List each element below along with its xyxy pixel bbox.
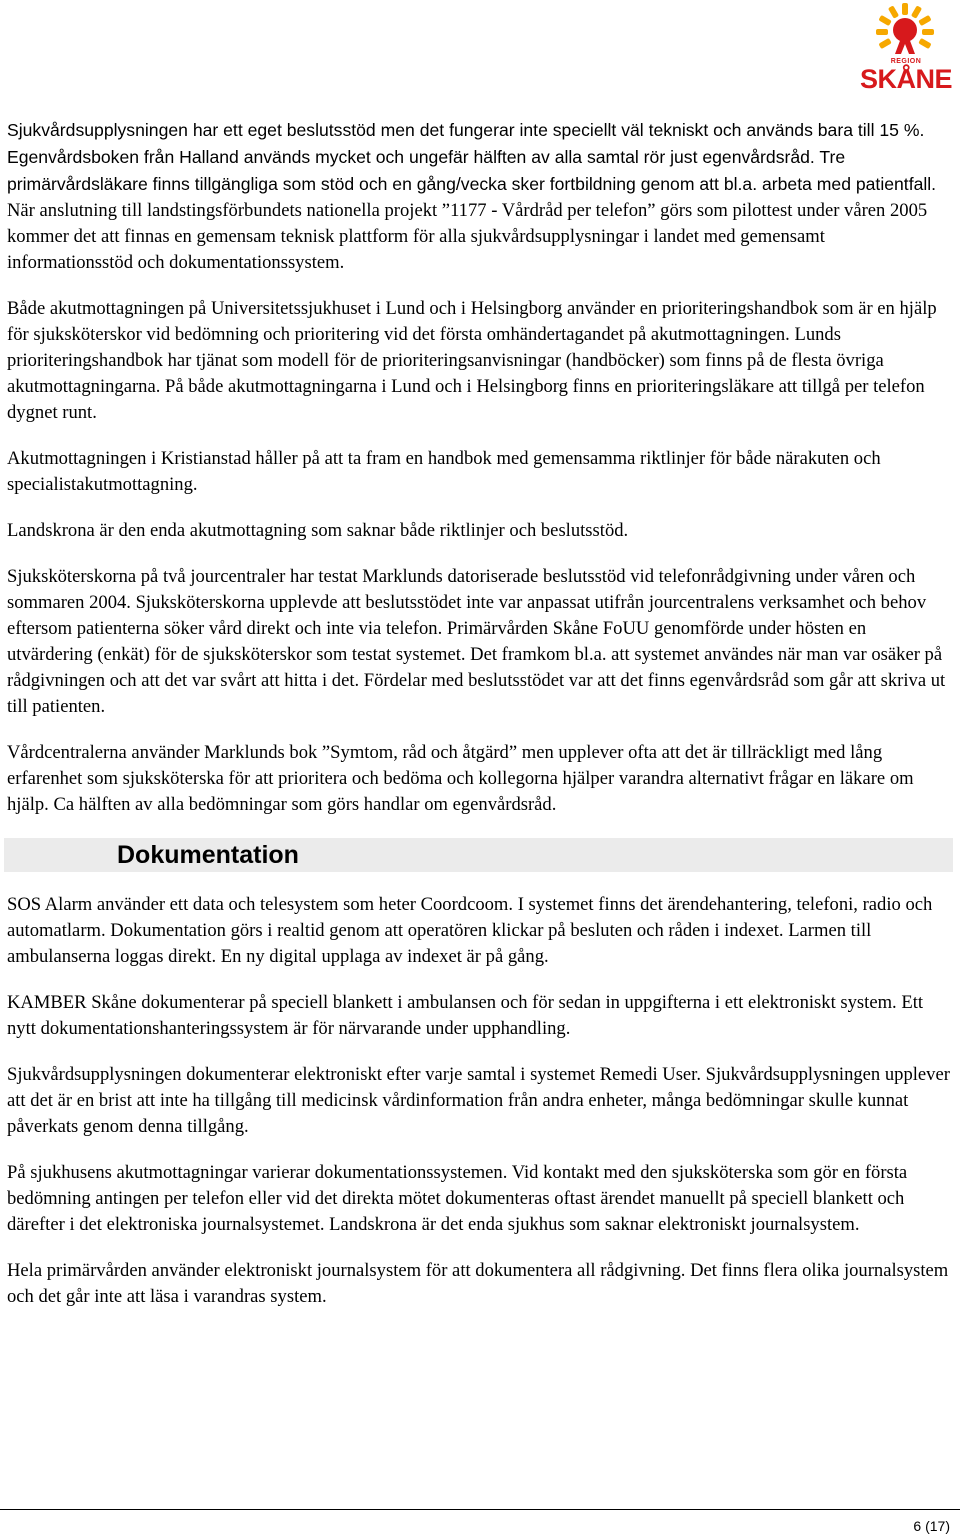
logo-skane-text: SKÅNE [859, 64, 952, 94]
paragraph [7, 564, 952, 720]
text-run: Landskrona är den enda akutmottagning som saknar både riktlinjer och beslutsstöd. [7, 520, 629, 541]
paragraph [7, 740, 952, 818]
paragraph [7, 117, 952, 276]
text-run: Sjukvårdsupplysningen dokumenterar elektroniskt efter varje samtal i systemet Remedi User. Sjukvårdsupplysningen upplever att det är en brist att inte ha tillgång till medicinsk vårdinformation från andra enheter, många bedömningar skulle kunnat påverkats genom denna tillgång. [7, 1064, 950, 1137]
paragraph [7, 1160, 952, 1238]
text-run: KAMBER Skåne dokumenterar på speciell blankett i ambulansen och för sedan in uppgifterna i ett elektroniskt system. Ett nytt dokumentationshanteringssystem är för närvarande under upphandling. [7, 992, 924, 1039]
document-body [7, 117, 952, 1330]
text-run: Sjukvårdsupplysningen har ett eget beslutsstöd men det fungerar inte speciellt väl tekniskt och används bara till 15 %. Egenvårdsboken från Halland används mycket och ungefär hälften av alla samtal rör just egenvårdsråd. Tre primärvårdsläkare finns tillgängliga som stöd och en gång/vecka sker fortbildning genom att bl.a. arbeta med patientfall. [7, 120, 937, 194]
text-run: SOS Alarm använder ett data och telesystem som heter Coordcoom. I systemet finns det ärendehantering, telefoni, radio och automatlarm. Dokumentation görs i realtid genom att operatören klickar på besluten och råden i indexet. Larmen till ambulanserna loggas direkt. En ny digital upplaga av indexet är på gång. [7, 894, 933, 967]
section-documentation [7, 892, 952, 1310]
page-number: 6 (17) [913, 1518, 950, 1534]
section-heading-bar [4, 838, 953, 872]
text-run: Sjuksköterskorna på två jourcentraler har testat Marklunds datoriserade beslutsstöd vid telefonrådgivning under våren och sommaren 2004. Sjuksköterskorna upplevde att beslutsstödet inte var anpassat utifrån jourcentralens verksamhet och behov eftersom patienterna söker vård direkt och inte via telefon. Primärvården Skåne FoUU genomförde under hösten en utvärdering (enkät) för de sjuksköterskor som testat systemet. Det framkom bl.a. att systemet användes när man var osäker på rådgivningen och att det var svårt att hitta i det. Fördelar med beslutsstödet var att det finns egenvårdsråd som går att skriva ut till patienten. [7, 566, 946, 717]
paragraph [7, 518, 952, 544]
paragraph [7, 446, 952, 498]
text-run: Akutmottagningen i Kristianstad håller på att ta fram en handbok med gemensamma riktlinjer för både närakuten och specialistakutmottagning. [7, 448, 881, 495]
paragraph [7, 1062, 952, 1140]
paragraph [7, 892, 952, 970]
text-run: Både akutmottagningen på Universitetssjukhuset i Lund och i Helsingborg använder en prioriteringshandbok som är en hjälp för sjuksköterskor vid bedömning och prioritering vid det första omhändertagandet på akutmottagningen. Lunds prioriteringshandbok har tjänat som modell för de prioriteringsanvisningar (handböcker) som finns på de flesta övriga akutmottagningarna. På både akutmottagningarna i Lund och i Helsingborg finns en prioriteringsläkare att tillgå per telefon dygnet runt. [7, 298, 937, 423]
region-skane-sun-icon [855, 2, 957, 62]
paragraph [7, 1258, 952, 1310]
section-heading: Dokumentation [117, 841, 299, 869]
text-run: På sjukhusens akutmottagningar varierar dokumentationssystemen. Vid kontakt med den sjuksköterska som gör en första bedömning antingen per telefon eller vid det direkta mötet dokumenteras oftast ärendet manuellt på speciell blankett och därefter i det elektroniska journalsystemet. Landskrona är det enda sjukhus som saknar elektroniskt journalsystem. [7, 1162, 908, 1235]
region-skane-logo [855, 2, 957, 98]
paragraph [7, 296, 952, 426]
footer-divider [0, 1509, 960, 1510]
text-run: Hela primärvården använder elektroniskt journalsystem för att dokumentera all rådgivning. Det finns flera olika journalsystem och det går inte att läsa i varandras system. [7, 1260, 949, 1307]
section-intro [7, 117, 952, 818]
logo-region-text: REGION [890, 58, 922, 65]
paragraph [7, 990, 952, 1042]
text-run: Vårdcentralerna använder Marklunds bok ”Symtom, råd och åtgärd” men upplever ofta att det är tillräckligt med lång erfarenhet som sjuksköterska för att prioritera och bedöma och kollegorna hjälper varandra alternativt frågar en läkare om hjälp. Ca hälften av alla bedömningar som görs handlar om egenvårdsråd. [7, 742, 914, 815]
text-run: När anslutning till landstingsförbundets nationella projekt ”1177 - Vårdråd per telefon” görs som pilottest under våren 2005 kommer det att finnas en gemensam teknisk plattform för alla sjukvårdsupplysningar i landet med gemensamt informationsstöd och dokumentationssystem. [7, 200, 928, 273]
